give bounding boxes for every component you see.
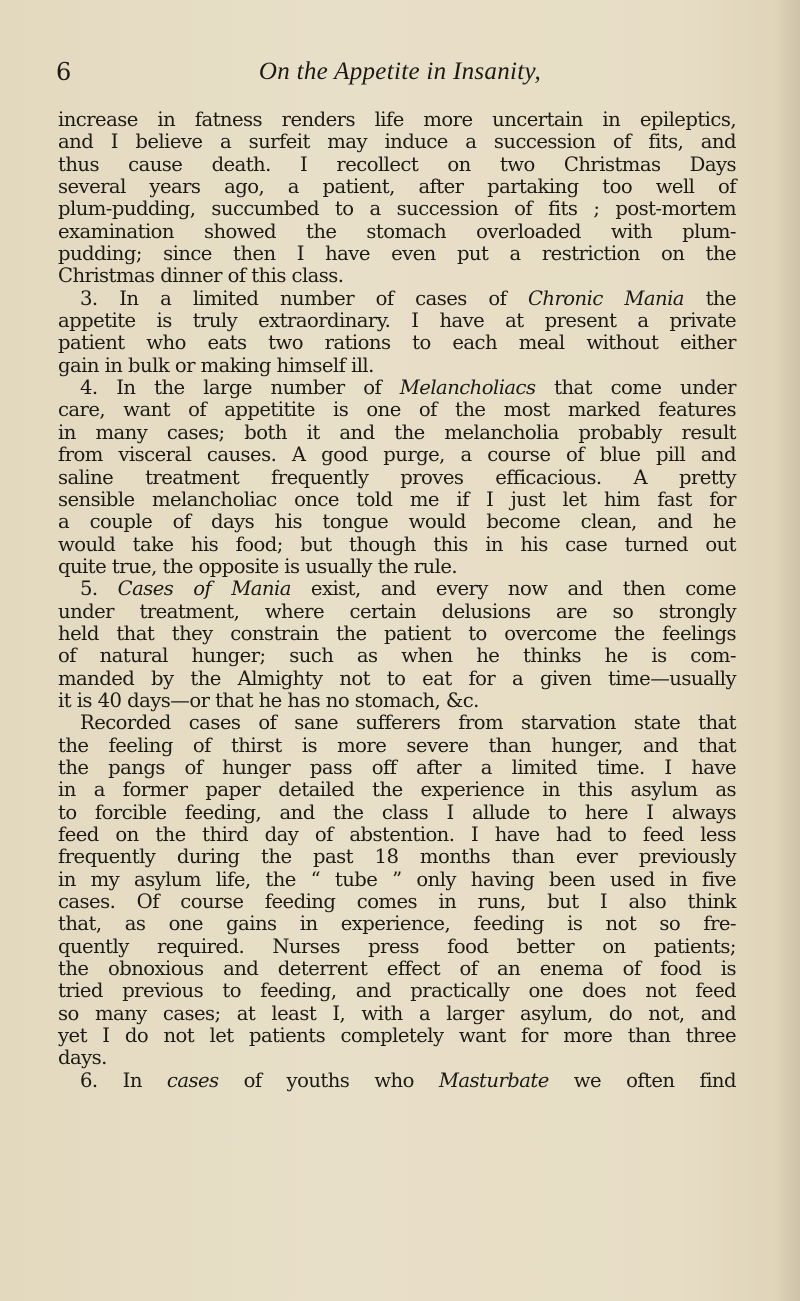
italic-term: Masturbate (438, 1068, 549, 1092)
text-line: yet I do not let patients completely want for more than three (58, 1024, 736, 1048)
text-line: under treatment, where certain delusions are so strongly (58, 599, 736, 623)
text-line: frequently during the past 18 months than ever previously (58, 845, 736, 869)
text-line: Christmas dinner of this class. (58, 264, 344, 288)
text-line: pudding; since then I have even put a restriction on the (58, 242, 736, 266)
text-line: the feeling of thirst is more severe than hunger, and that (58, 733, 736, 757)
text-line: that, as one gains in experience, feeding is not so fre- (58, 912, 736, 936)
text-line: a couple of days his tongue would become clean, and he (58, 510, 736, 534)
text-line: care, want of appetitite is one of the most marked features (58, 398, 736, 422)
text-line: and I believe a surfeit may induce a succession of fits, and (58, 130, 736, 154)
text-line: from visceral causes. A good purge, a course of blue pill and (58, 443, 736, 467)
paragraph-start-line: Recorded cases of sane sufferers from starvation state that (80, 711, 736, 735)
text-line: plum-pudding, succumbed to a succession of fits ; post-mortem (58, 197, 736, 221)
text-line: to forcible feeding, and the class I allude to here I always (58, 800, 736, 824)
text-line: quently required. Nurses press food better on patients; (58, 934, 736, 958)
text-line: sensible melancholiac once told me if I just let him fast for (58, 487, 736, 511)
text-line: in many cases; both it and the melancholia probably result (58, 420, 736, 444)
text-line: patient who eats two rations to each meal without either (58, 331, 736, 355)
text-line: feed on the third day of abstention. I have had to feed less (58, 823, 736, 846)
paragraph-start-line: 4. In the large number of Melancholiacs that come under (80, 376, 736, 400)
paragraph-start-line: 5. Cases of Mania exist, and every now and then come (80, 577, 736, 601)
text-line: of natural hunger; such as when he thinks he is com- (58, 644, 736, 668)
italic-term: Melancholiacs (399, 376, 536, 400)
text-line: quite true, the opposite is usually the rule. (58, 554, 458, 578)
text-line: in a former paper detailed the experience in this asylum as (58, 778, 736, 802)
text-line: cases. Of course feeding comes in runs, but I also think (58, 890, 736, 914)
paragraph-start-line: 3. In a limited number of cases of Chronic Mania the (80, 286, 737, 310)
text-line: gain in bulk or making himself ill. (58, 353, 374, 377)
text-line: saline treatment frequently proves efficacious. A pretty (58, 465, 736, 489)
text-line: it is 40 days—or that he has no stomach, &c. (58, 688, 479, 712)
text-line: days. (58, 1046, 107, 1070)
text-line: so many cases; at least I, with a larger asylum, do not, and (58, 1001, 736, 1025)
text-line: would take his food; but though this in his case turned out (58, 532, 736, 556)
text-line: thus cause death. I recollect on two Christmas Days (58, 152, 736, 176)
text-line: in my asylum life, the “ tube ” only having been used in five (58, 867, 736, 891)
text-line: the obnoxious and deterrent effect of an enema of food is (58, 957, 736, 981)
text-line: tried previous to feeding, and practically one does not feed (58, 979, 736, 1003)
italic-term: cases (166, 1068, 219, 1092)
text-line: examination showed the stomach overloaded with plum- (58, 219, 736, 243)
page-header (0, 58, 800, 98)
italic-term: Chronic Mania (527, 286, 684, 310)
running-head: On the Appetite in Insanity, (258, 58, 542, 85)
italic-term: Cases of Mania (117, 577, 291, 601)
paragraph-start-line: 6. In cases of youths who Masturbate we often find (80, 1068, 736, 1092)
text-line: manded by the Almighty not to eat for a given time—usually (58, 666, 736, 690)
text-line: several years ago, a patient, after partaking too well of (58, 175, 736, 199)
text-line: increase in fatness renders life more uncertain in epileptics, (58, 108, 736, 131)
page-edge-shadow (774, 0, 800, 1301)
body-text (58, 109, 736, 1092)
text-line: held that they constrain the patient to overcome the feelings (58, 621, 736, 645)
text-line: the pangs of hunger pass off after a limited time. I have (58, 755, 736, 779)
text-line: appetite is truly extraordinary. I have at present a private (58, 309, 736, 333)
page-number: 6 (56, 58, 72, 86)
